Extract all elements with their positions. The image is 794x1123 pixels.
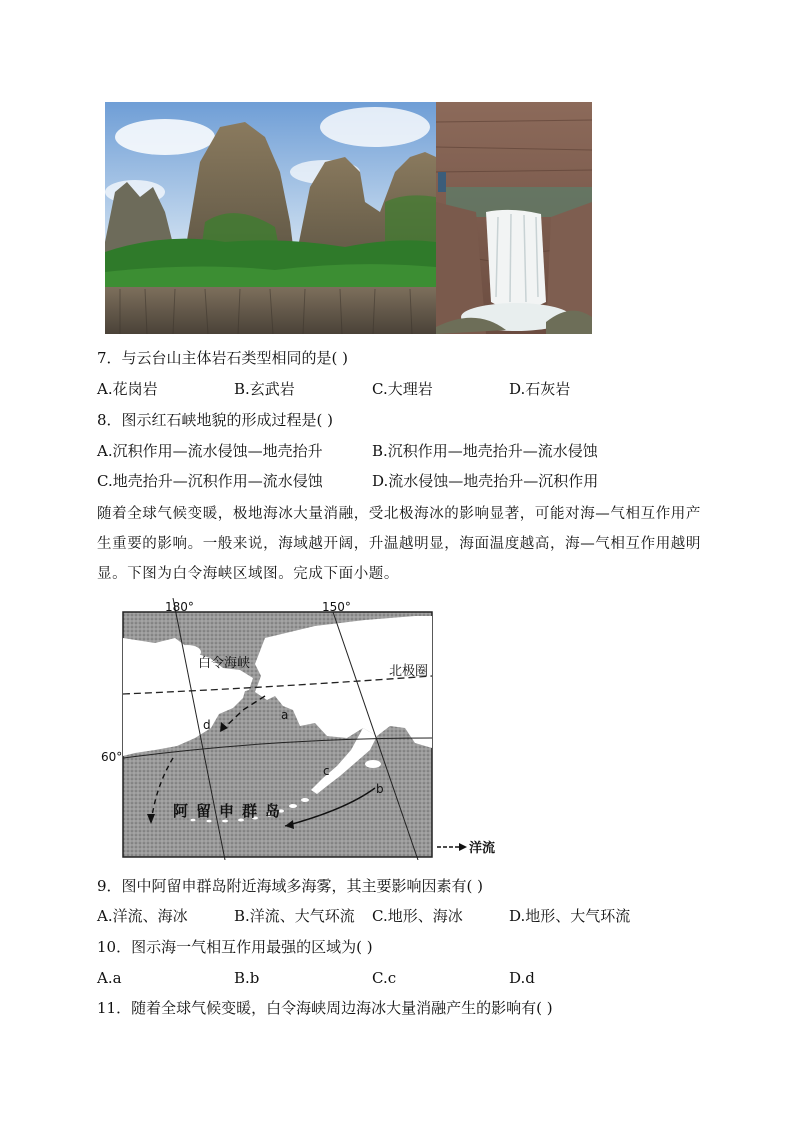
q7-stem: 7．与云台山主体岩石类型相同的是( ) bbox=[97, 349, 349, 367]
q8-option-b: B.沉积作用—地壳抬升—流水侵蚀 bbox=[372, 442, 598, 460]
q8-option-a: A.沉积作用—流水侵蚀—地壳抬升 bbox=[97, 442, 323, 460]
mountain-landscape-photo bbox=[105, 102, 436, 334]
q10-option-b: B.b bbox=[234, 969, 260, 987]
arctic-circle-label: 北极圈 bbox=[389, 664, 429, 679]
ocean-current-legend bbox=[437, 836, 509, 856]
q7-option-d: D.石灰岩 bbox=[509, 380, 571, 398]
bering-strait-map bbox=[101, 598, 510, 860]
q8-stem: 8．图示红石峡地貌的形成过程是( ) bbox=[97, 411, 334, 429]
photo-pair bbox=[105, 102, 592, 334]
q9-option-a: A.洋流、海冰 bbox=[97, 907, 188, 925]
q9-option-c: C.地形、海冰 bbox=[372, 907, 463, 925]
q8-option-c: C.地壳抬升—沉积作用—流水侵蚀 bbox=[97, 472, 323, 490]
q11-stem: 11．随着全球气候变暖，白令海峡周边海冰大量消融产生的影响有( ) bbox=[97, 999, 553, 1017]
lat-60-label: 60° bbox=[101, 750, 123, 764]
waterfall-gorge-photo bbox=[436, 102, 592, 334]
dashed-arrow-icon bbox=[437, 841, 467, 853]
aleutian-islands-label: 阿留申群岛 bbox=[173, 802, 289, 820]
lon-180-label: 180° bbox=[165, 600, 194, 614]
q10-stem: 10．图示海一气相互作用最强的区域为( ) bbox=[97, 938, 373, 956]
point-d-label: d bbox=[203, 718, 211, 732]
bering-strait-label: 白令海峡 bbox=[198, 656, 251, 671]
point-b-label: b bbox=[376, 782, 384, 796]
point-a-label: a bbox=[281, 708, 289, 722]
q10-option-d: D.d bbox=[509, 969, 535, 987]
intro-paragraph: 随着全球气候变暖，极地海冰大量消融，受北极海冰的影响显著，可能对海—气相互作用产生重要的影响。一般来说，海域越开阔，升温越明显，海面温度越高，海—气相互作用越明显。下图为白令海峡区域图。完成下面小题。 bbox=[97, 506, 701, 582]
q7-option-c: C.大理岩 bbox=[372, 380, 433, 398]
q7-option-a: A.花岗岩 bbox=[97, 380, 158, 398]
q9-stem: 9．图中阿留申群岛附近海域多海雾，其主要影响因素有( ) bbox=[97, 877, 484, 895]
q7-option-b: B.玄武岩 bbox=[234, 380, 295, 398]
point-c-label: c bbox=[323, 764, 330, 778]
q9-option-b: B.洋流、大气环流 bbox=[234, 907, 355, 925]
q10-option-a: A.a bbox=[97, 969, 122, 987]
legend-current-label: 洋流 bbox=[469, 841, 496, 856]
q8-option-d: D.流水侵蚀—地壳抬升—沉积作用 bbox=[372, 472, 599, 490]
q9-option-d: D.地形、大气环流 bbox=[509, 907, 631, 925]
lon-150-label: 150° bbox=[322, 600, 351, 614]
q10-option-c: C.c bbox=[372, 969, 397, 987]
